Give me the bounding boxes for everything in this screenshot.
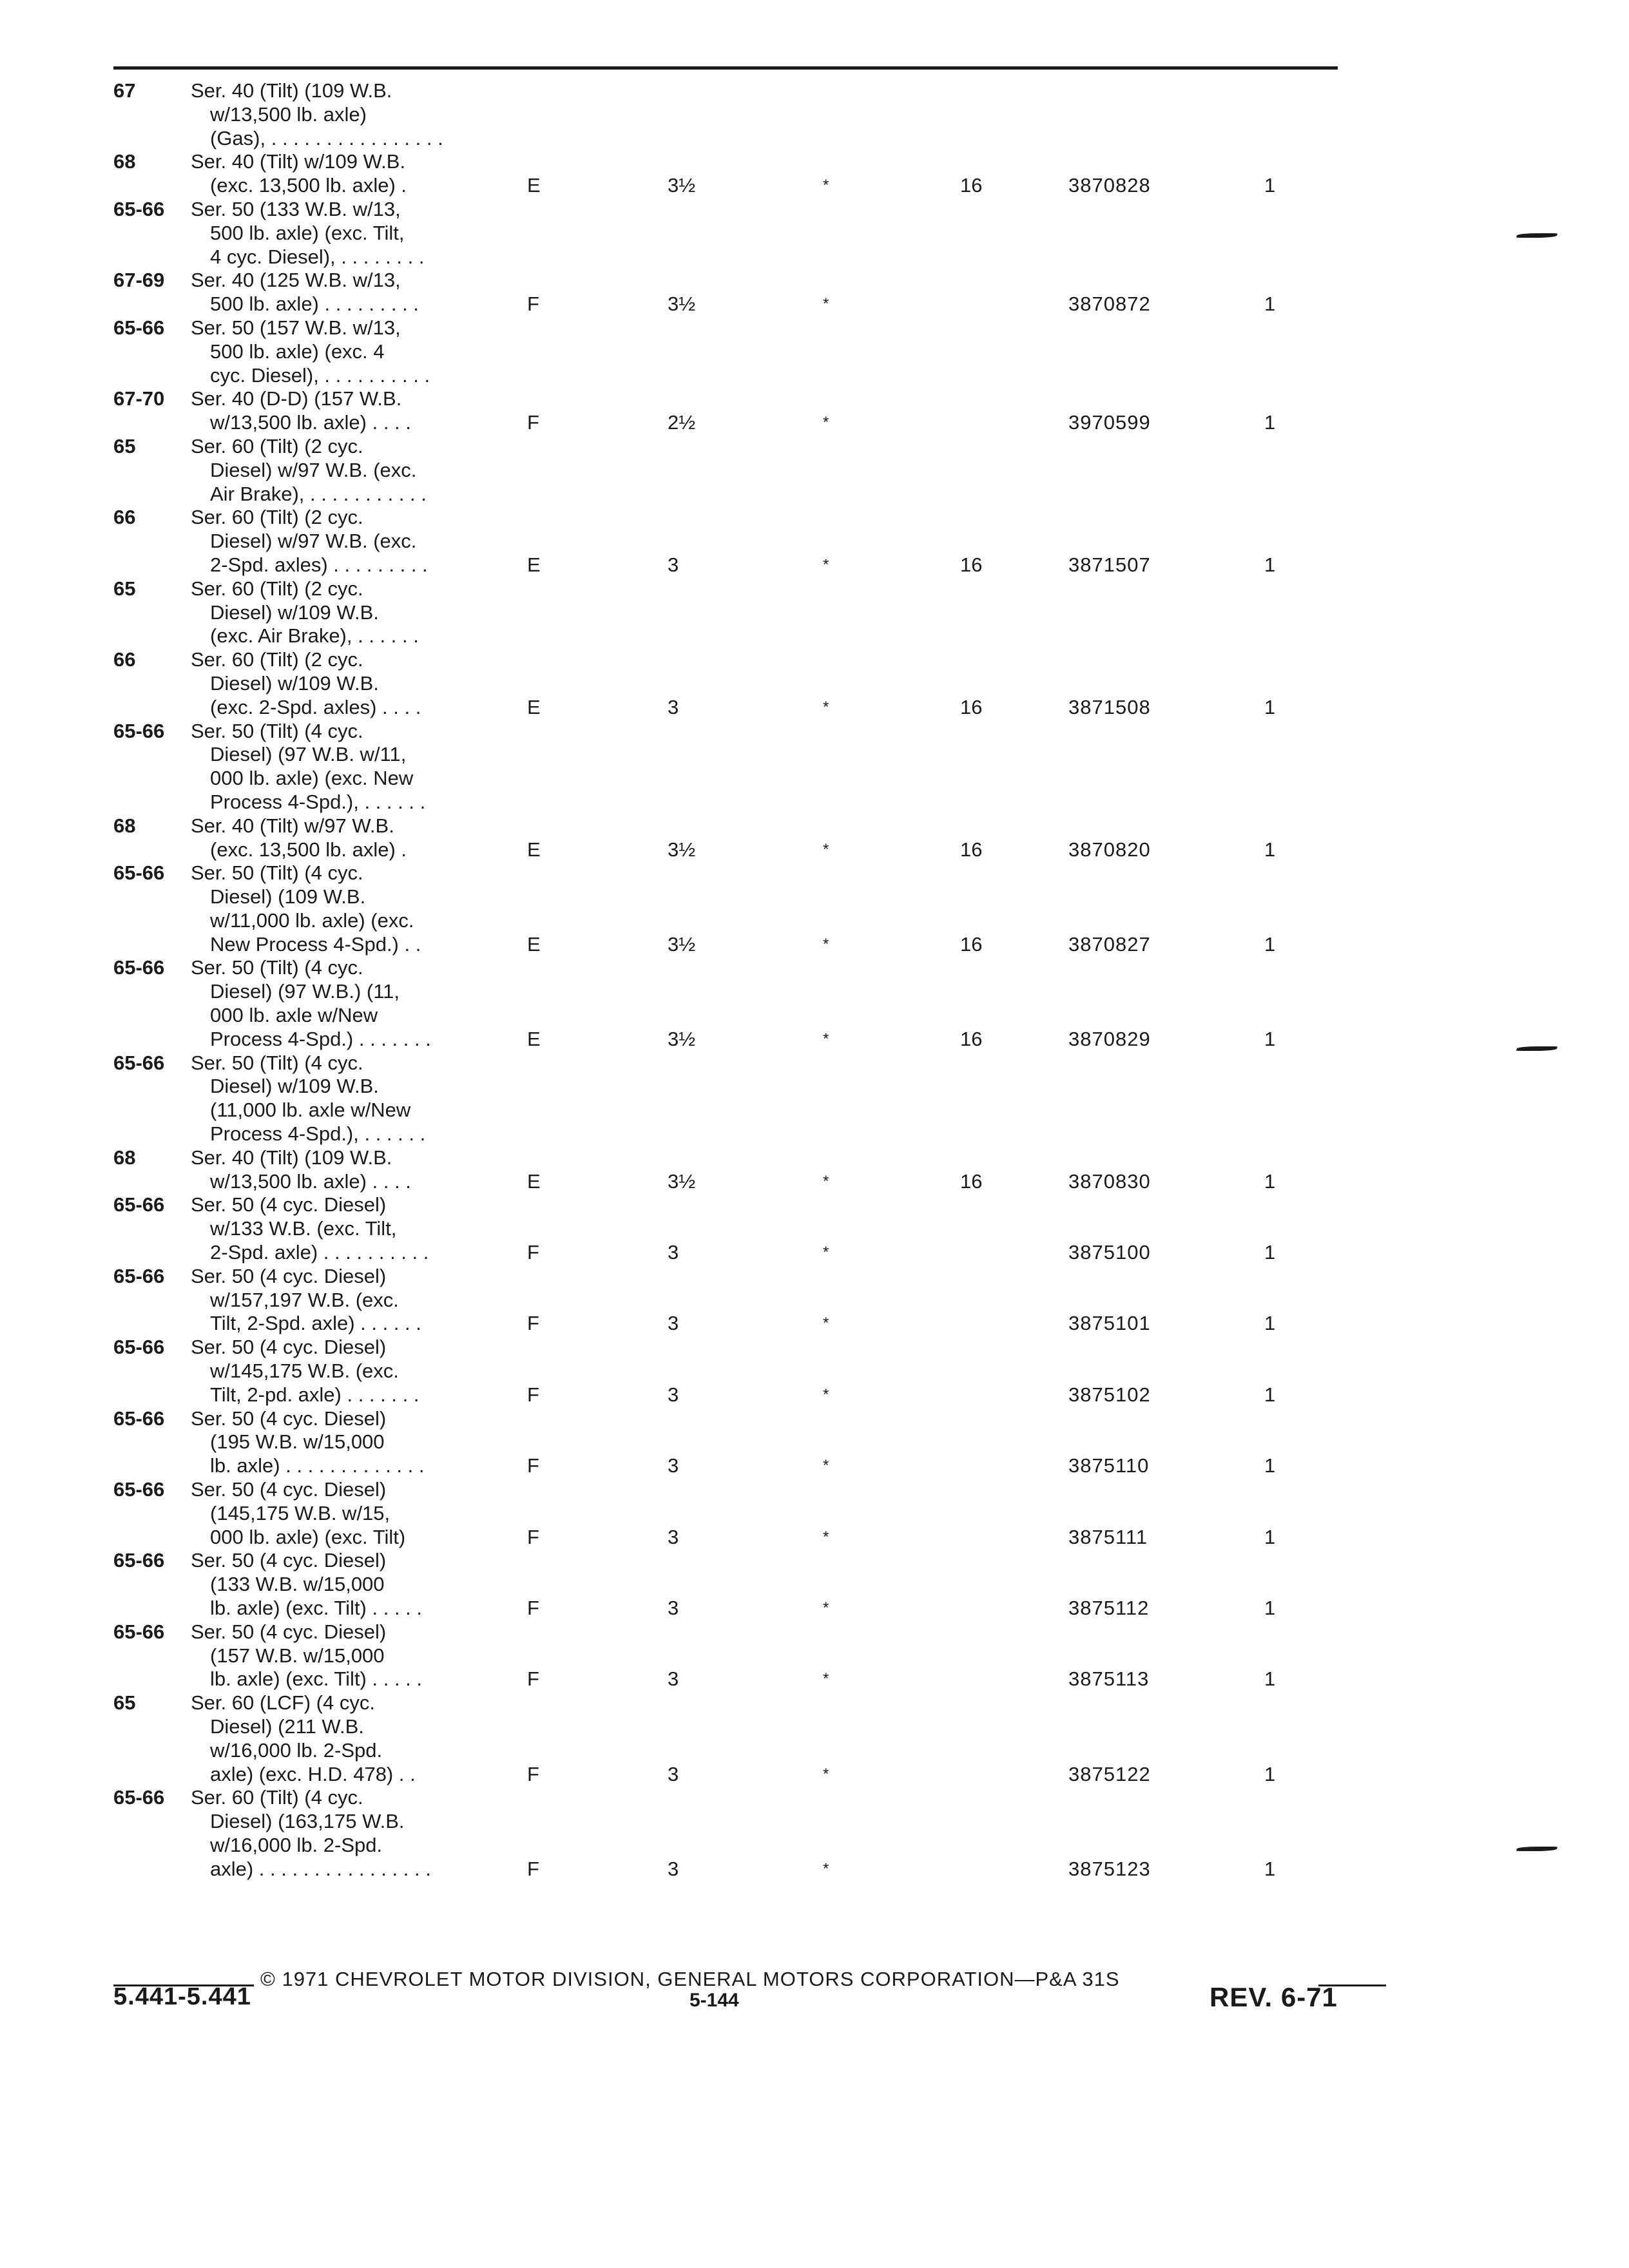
list-item <box>0 1549 1629 1620</box>
description <box>191 435 1629 506</box>
list-item <box>0 1052 1629 1146</box>
description-line: Diesel) w/97 W.B. (exc. <box>210 458 417 481</box>
model-years: 65-66 <box>113 1193 165 1216</box>
value-row <box>0 1597 1629 1620</box>
model-years: 68 <box>113 150 136 173</box>
value-row <box>0 1858 1629 1881</box>
star-cell: * <box>823 1765 829 1783</box>
description-line: Ser. 50 (Tilt) (4 cyc. <box>191 956 363 979</box>
req-cell: 1 <box>1264 1597 1276 1619</box>
list-item <box>0 316 1629 387</box>
code-cell: F <box>527 1857 539 1880</box>
description-line: w/11,000 lb. axle) (exc. <box>210 908 414 932</box>
model-years: 65-66 <box>113 1620 165 1643</box>
description-line: Ser. 60 (Tilt) (2 cyc. <box>191 577 363 600</box>
part-cell: 3871507 <box>1068 553 1151 576</box>
value-row <box>0 1763 1629 1787</box>
part-cell: 3875123 <box>1068 1857 1151 1880</box>
star-cell: * <box>823 555 829 573</box>
description <box>191 316 1629 387</box>
value-row <box>0 1667 1629 1691</box>
req-cell: 1 <box>1264 1667 1276 1691</box>
qty-cell: 16 <box>960 1027 983 1050</box>
req-cell: 1 <box>1264 1454 1276 1477</box>
code-cell: E <box>527 838 541 861</box>
code-cell: E <box>527 1027 541 1050</box>
description-line: Diesel) w/97 W.B. (exc. <box>210 530 417 553</box>
value-row <box>0 174 1629 198</box>
description-line: (145,175 W.B. w/15, <box>210 1501 390 1524</box>
description-line: axle) . . . . . . . . . . . . . . . . <box>210 1857 431 1880</box>
model-years: 65-66 <box>113 316 165 339</box>
size-cell: 3½ <box>668 1169 696 1193</box>
description-line: Ser. 60 (LCF) (4 cyc. <box>191 1691 375 1715</box>
req-cell: 1 <box>1264 1027 1276 1050</box>
part-cell: 3870872 <box>1068 293 1151 316</box>
description-line: (exc. 13,500 lb. axle) . <box>210 174 407 197</box>
description-line: Ser. 50 (157 W.B. w/13, <box>191 316 401 339</box>
description-line: 000 lb. axle) (exc. Tilt) <box>210 1525 406 1548</box>
code-cell: E <box>527 695 541 718</box>
description-line: Ser. 60 (Tilt) (2 cyc. <box>191 506 363 529</box>
model-years: 66 <box>113 506 136 529</box>
qty-cell: 16 <box>960 932 983 956</box>
model-years: 66 <box>113 648 136 671</box>
list-item <box>0 1265 1629 1336</box>
description-line: (133 W.B. w/15,000 <box>210 1573 385 1596</box>
model-years: 65-66 <box>113 956 165 979</box>
star-cell: * <box>823 1030 829 1048</box>
star-cell: * <box>823 1244 829 1262</box>
req-cell: 1 <box>1264 838 1276 861</box>
code-cell: E <box>527 174 541 197</box>
top-rule <box>113 66 1338 70</box>
model-years: 65-66 <box>113 719 165 742</box>
star-cell: * <box>823 1860 829 1878</box>
list-item <box>0 1620 1629 1691</box>
star-cell: * <box>823 698 829 716</box>
size-cell: 3 <box>668 1383 679 1406</box>
req-cell: 1 <box>1264 932 1276 956</box>
req-cell: 1 <box>1264 553 1276 576</box>
value-row <box>0 1454 1629 1478</box>
description-line: Ser. 40 (D-D) (157 W.B. <box>191 387 402 410</box>
value-row <box>0 553 1629 577</box>
part-cell: 3875113 <box>1068 1667 1150 1691</box>
qty-cell: 16 <box>960 695 983 718</box>
description-line: w/133 W.B. (exc. Tilt, <box>210 1217 397 1240</box>
description-line: Ser. 40 (Tilt) (109 W.B. <box>191 79 392 102</box>
req-cell: 1 <box>1264 1241 1276 1264</box>
part-cell: 3875100 <box>1068 1241 1151 1264</box>
model-years: 65-66 <box>113 1264 165 1287</box>
description-line: (157 W.B. w/15,000 <box>210 1644 385 1667</box>
list-item <box>0 387 1629 435</box>
description-line: Ser. 50 (4 cyc. Diesel) <box>191 1407 387 1430</box>
list-item <box>0 814 1629 862</box>
value-row <box>0 1241 1629 1265</box>
description-line: 2-Spd. axles) . . . . . . . . . <box>210 553 428 576</box>
qty-cell: 16 <box>960 553 983 576</box>
code-cell: E <box>527 1169 541 1193</box>
description-line: Diesel) (163,175 W.B. <box>210 1810 405 1833</box>
star-cell: * <box>823 414 829 432</box>
star-cell: * <box>823 1172 829 1190</box>
description-line: (exc. 13,500 lb. axle) . <box>210 838 407 861</box>
star-cell: * <box>823 840 829 858</box>
description-line: Process 4-Spd.), . . . . . . <box>210 790 426 813</box>
description-line: (195 W.B. w/15,000 <box>210 1430 385 1454</box>
star-cell: * <box>823 1457 829 1475</box>
list-item <box>0 269 1629 316</box>
size-cell: 3 <box>668 1454 679 1477</box>
parts-list <box>0 79 1629 1881</box>
model-years: 65 <box>113 1691 136 1715</box>
list-item <box>0 435 1629 506</box>
code-cell: F <box>527 1383 539 1406</box>
description <box>191 720 1629 814</box>
part-cell: 3875102 <box>1068 1383 1151 1406</box>
size-cell: 3 <box>668 553 679 576</box>
description-line: Diesel) (97 W.B.) (11, <box>210 980 400 1003</box>
code-cell: F <box>527 1597 539 1619</box>
code-cell: F <box>527 293 539 316</box>
description-line: Ser. 40 (125 W.B. w/13, <box>191 269 401 292</box>
req-cell: 1 <box>1264 1762 1276 1785</box>
qty-cell: 16 <box>960 838 983 861</box>
star-cell: * <box>823 1599 829 1617</box>
description-line: 500 lb. axle) . . . . . . . . . <box>210 293 419 316</box>
description-line: Ser. 60 (Tilt) (4 cyc. <box>191 1786 363 1809</box>
model-years: 68 <box>113 814 136 837</box>
size-cell: 3 <box>668 1525 679 1548</box>
req-cell: 1 <box>1264 1525 1276 1548</box>
model-years: 65-66 <box>113 197 165 220</box>
description-line: Process 4-Spd.), . . . . . . <box>210 1122 426 1146</box>
req-cell: 1 <box>1264 1169 1276 1193</box>
description-line: Ser. 50 (4 cyc. Diesel) <box>191 1193 387 1216</box>
list-item <box>0 198 1629 269</box>
description-line: cyc. Diesel), . . . . . . . . . . <box>210 363 430 387</box>
description-line: w/16,000 lb. 2-Spd. <box>210 1833 383 1856</box>
description-line: w/13,500 lb. axle) . . . . <box>210 411 411 434</box>
list-item <box>0 1478 1629 1549</box>
model-years: 65-66 <box>113 861 165 885</box>
size-cell: 3 <box>668 695 679 718</box>
size-cell: 3 <box>668 1241 679 1264</box>
list-item <box>0 956 1629 1051</box>
code-cell: F <box>527 1241 539 1264</box>
req-cell: 1 <box>1264 1312 1276 1335</box>
size-cell: 3 <box>668 1857 679 1880</box>
part-cell: 3870830 <box>1068 1169 1151 1193</box>
list-item <box>0 1407 1629 1478</box>
value-row <box>0 933 1629 957</box>
model-years: 68 <box>113 1146 136 1169</box>
list-item <box>0 150 1629 198</box>
part-cell: 3870820 <box>1068 838 1151 861</box>
description-line: w/157,197 W.B. (exc. <box>210 1288 399 1311</box>
qty-cell: 16 <box>960 174 983 197</box>
list-item <box>0 1786 1629 1881</box>
value-row <box>0 1526 1629 1550</box>
part-cell: 3875111 <box>1068 1525 1148 1548</box>
list-item <box>0 1193 1629 1264</box>
list-item <box>0 720 1629 814</box>
star-cell: * <box>823 295 829 313</box>
code-cell: E <box>527 553 541 576</box>
req-cell: 1 <box>1264 293 1276 316</box>
description-line: 500 lb. axle) (exc. 4 <box>210 340 385 363</box>
model-years: 65-66 <box>113 1478 165 1501</box>
description-line: (exc. 2-Spd. axles) . . . . <box>210 695 421 718</box>
size-cell: 3 <box>668 1762 679 1785</box>
description-line: w/13,500 lb. axle) . . . . <box>210 1169 411 1193</box>
description-line: Ser. 50 (4 cyc. Diesel) <box>191 1478 387 1501</box>
model-years: 67-70 <box>113 387 165 410</box>
part-cell: 3970599 <box>1068 411 1151 434</box>
description-line: Ser. 50 (4 cyc. Diesel) <box>191 1336 387 1359</box>
section-number: 5.441-5.441 <box>113 1983 251 2010</box>
req-cell: 1 <box>1264 1383 1276 1406</box>
revision-label: REV. 6-71 <box>1210 1982 1338 2012</box>
description-line: Ser. 50 (4 cyc. Diesel) <box>191 1549 387 1572</box>
model-years: 65-66 <box>113 1549 165 1572</box>
description-line: Diesel) (97 W.B. w/11, <box>210 743 407 766</box>
code-cell: F <box>527 1762 539 1785</box>
part-cell: 3871508 <box>1068 695 1151 718</box>
description-line: 000 lb. axle) (exc. New <box>210 767 414 790</box>
list-item <box>0 577 1629 648</box>
description <box>191 577 1629 648</box>
qty-cell: 16 <box>960 1169 983 1193</box>
size-cell: 3 <box>668 1667 679 1691</box>
description-line: Diesel) (109 W.B. <box>210 885 366 908</box>
description-line: 2-Spd. axle) . . . . . . . . . . <box>210 1241 429 1264</box>
description-line: lb. axle) . . . . . . . . . . . . . <box>210 1454 425 1477</box>
value-row <box>0 1312 1629 1336</box>
star-cell: * <box>823 177 829 195</box>
star-cell: * <box>823 1670 829 1688</box>
description-line: (Gas), . . . . . . . . . . . . . . . . <box>210 126 443 149</box>
list-item <box>0 506 1629 577</box>
description-line: 500 lb. axle) (exc. Tilt, <box>210 221 405 244</box>
code-cell: E <box>527 932 541 956</box>
size-cell: 3½ <box>668 932 696 956</box>
req-cell: 1 <box>1264 1857 1276 1880</box>
model-years: 65 <box>113 577 136 600</box>
description-line: Tilt, 2-Spd. axle) . . . . . . <box>210 1312 421 1335</box>
description-line: w/145,175 W.B. (exc. <box>210 1360 399 1383</box>
size-cell: 3 <box>668 1312 679 1335</box>
star-cell: * <box>823 1528 829 1546</box>
part-cell: 3875101 <box>1068 1312 1151 1335</box>
value-row <box>0 1028 1629 1052</box>
req-cell: 1 <box>1264 174 1276 197</box>
value-row <box>0 1383 1629 1407</box>
description-line: w/13,500 lb. axle) <box>210 102 367 126</box>
list-item <box>0 79 1629 150</box>
description <box>191 1052 1629 1146</box>
description-line: Ser. 50 (133 W.B. w/13, <box>191 197 401 220</box>
copyright-text: © 1971 CHEVROLET MOTOR DIVISION, GENERAL MOTORS CORPORATION—P&A 31S <box>260 1968 1120 1990</box>
page-number: 5-144 <box>689 1990 739 2011</box>
value-row <box>0 293 1629 316</box>
description-line: Air Brake), . . . . . . . . . . . <box>210 482 427 505</box>
star-cell: * <box>823 1314 829 1332</box>
req-cell: 1 <box>1264 411 1276 434</box>
list-item <box>0 1336 1629 1407</box>
star-cell: * <box>823 935 829 953</box>
size-cell: 3½ <box>668 293 696 316</box>
size-cell: 3½ <box>668 1027 696 1050</box>
model-years: 65-66 <box>113 1336 165 1359</box>
size-cell: 2½ <box>668 411 696 434</box>
size-cell: 3½ <box>668 838 696 861</box>
description-line: Diesel) w/109 W.B. <box>210 1075 379 1098</box>
description-line: w/16,000 lb. 2-Spd. <box>210 1738 383 1762</box>
description <box>191 198 1629 269</box>
model-years: 65-66 <box>113 1407 165 1430</box>
list-item <box>0 1146 1629 1194</box>
part-cell: 3870827 <box>1068 932 1151 956</box>
description-line: Ser. 50 (Tilt) (4 cyc. <box>191 1051 363 1074</box>
description-line: Ser. 50 (4 cyc. Diesel) <box>191 1620 387 1643</box>
size-cell: 3 <box>668 1597 679 1619</box>
list-item <box>0 648 1629 719</box>
code-cell: F <box>527 411 539 434</box>
description-line: (exc. Air Brake), . . . . . . <box>210 624 419 648</box>
description-line: Diesel) (211 W.B. <box>210 1715 364 1738</box>
model-years: 65-66 <box>113 1786 165 1809</box>
code-cell: F <box>527 1525 539 1548</box>
model-years: 65 <box>113 434 136 457</box>
description-line: Ser. 60 (Tilt) (2 cyc. <box>191 434 363 457</box>
description-line: Diesel) w/109 W.B. <box>210 601 379 624</box>
description-line: 000 lb. axle w/New <box>210 1004 378 1027</box>
star-cell: * <box>823 1385 829 1403</box>
value-row <box>0 838 1629 862</box>
description-line: axle) (exc. H.D. 478) . . <box>210 1762 416 1785</box>
code-cell: F <box>527 1667 539 1691</box>
description-line: Ser. 40 (Tilt) w/97 W.B. <box>191 814 394 837</box>
code-cell: F <box>527 1312 539 1335</box>
description-line: Ser. 40 (Tilt) w/109 W.B. <box>191 150 406 173</box>
description <box>191 79 1629 150</box>
value-row <box>0 696 1629 720</box>
part-cell: 3875112 <box>1068 1597 1150 1619</box>
list-item <box>0 1691 1629 1786</box>
description-line: lb. axle) (exc. Tilt) . . . . . <box>210 1667 423 1691</box>
description-line: New Process 4-Spd.) . . <box>210 932 421 956</box>
description-line: Tilt, 2-pd. axle) . . . . . . . <box>210 1383 419 1406</box>
part-cell: 3870829 <box>1068 1027 1151 1050</box>
description-line: Ser. 40 (Tilt) (109 W.B. <box>191 1146 392 1169</box>
description-line: Diesel) w/109 W.B. <box>210 671 379 695</box>
value-row <box>0 411 1629 435</box>
list-item <box>0 861 1629 956</box>
description-line: Ser. 50 (Tilt) (4 cyc. <box>191 719 363 742</box>
code-cell: F <box>527 1454 539 1477</box>
part-cell: 3875110 <box>1068 1454 1150 1477</box>
part-cell: 3875122 <box>1068 1762 1151 1785</box>
model-years: 65-66 <box>113 1051 165 1074</box>
part-cell: 3870828 <box>1068 174 1151 197</box>
description-line: Process 4-Spd.) . . . . . . . <box>210 1027 431 1050</box>
value-row <box>0 1170 1629 1194</box>
description-line: Ser. 50 (4 cyc. Diesel) <box>191 1264 387 1287</box>
model-years: 67-69 <box>113 269 165 292</box>
description-line: (11,000 lb. axle w/New <box>210 1099 411 1122</box>
model-years: 67 <box>113 79 136 102</box>
description-line: Ser. 50 (Tilt) (4 cyc. <box>191 861 363 885</box>
description-line: lb. axle) (exc. Tilt) . . . . . <box>210 1597 423 1619</box>
description-line: Ser. 60 (Tilt) (2 cyc. <box>191 648 363 671</box>
req-cell: 1 <box>1264 695 1276 718</box>
description-line: 4 cyc. Diesel), . . . . . . . . <box>210 245 425 268</box>
size-cell: 3½ <box>668 174 696 197</box>
